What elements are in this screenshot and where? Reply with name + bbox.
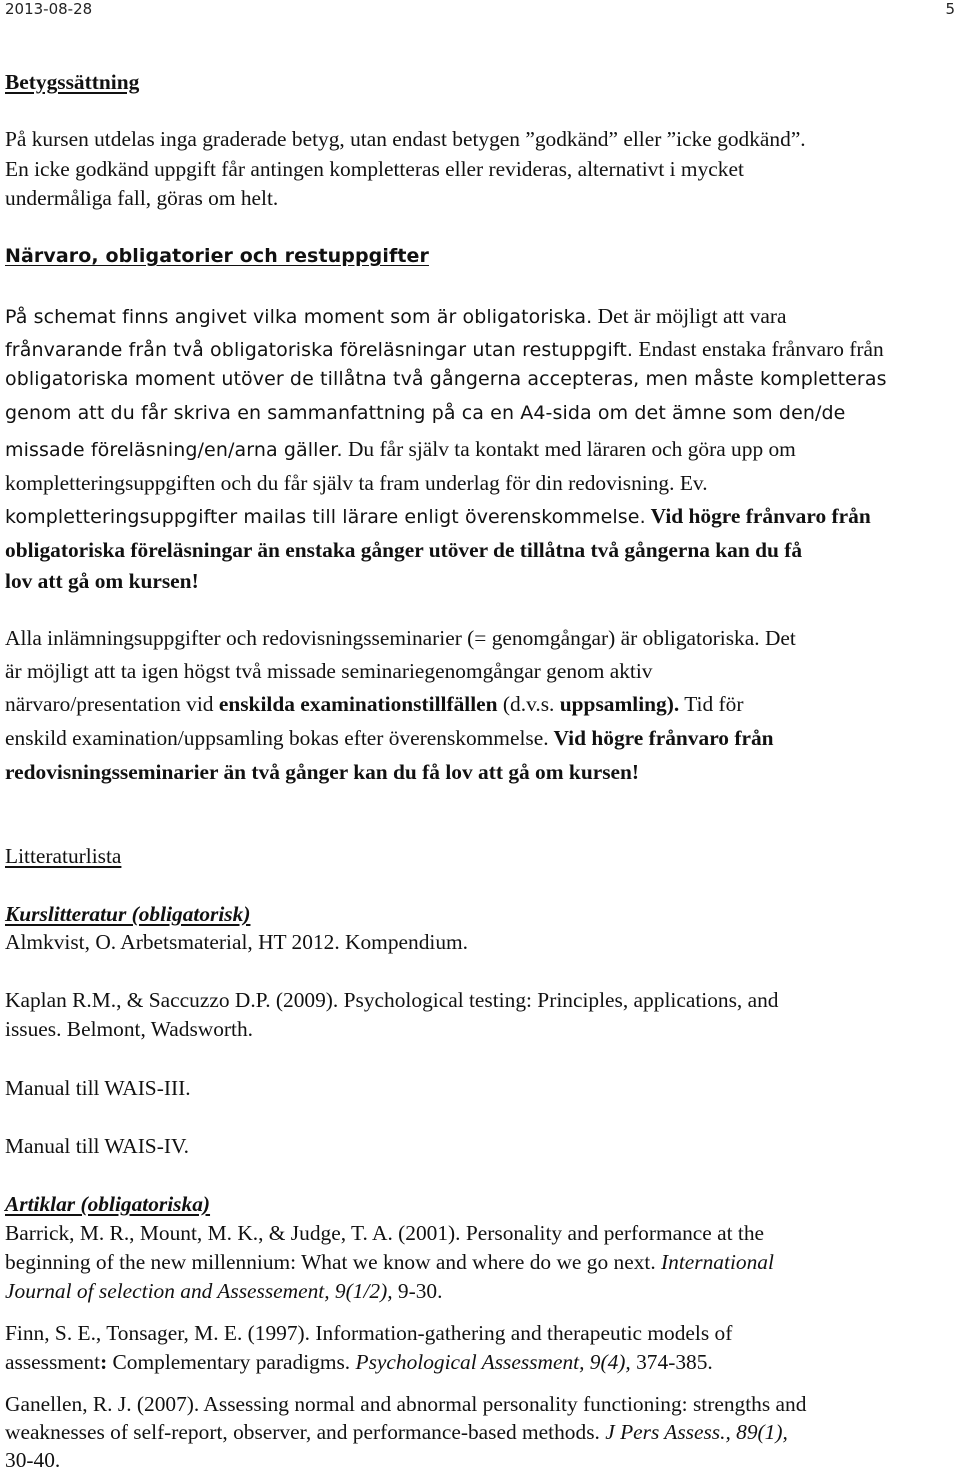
ref-barrick-line-2: beginning of the new millennium: What we know and where do we go next. International	[5, 1250, 774, 1274]
alla-line-3: närvaro/presentation vid enskilda examinationstillfällen (d.v.s. uppsamling). Tid för	[5, 692, 744, 716]
alla-line-5: redovisningsseminarier än två gånger kan du få lov att gå om kursen!	[5, 760, 640, 784]
betyg-heading: Betygssättning	[5, 70, 140, 94]
narvaro-line-4: genom att du får skriva en sammanfattning på ca en A4-sida om det ämne som den/de	[5, 402, 846, 424]
page-header	[5, 0, 955, 22]
ref-barrick-line-1: Barrick, M. R., Mount, M. K., & Judge, T. A. (2001). Personality and performance at the	[5, 1221, 765, 1245]
narvaro-line-5: missade föreläsning/en/arna gäller. Du får själv ta kontakt med läraren och göra upp om	[5, 437, 796, 461]
ref-almkvist: Almkvist, O. Arbetsmaterial, HT 2012. Kompendium.	[5, 930, 469, 954]
ref-ganellen-line-2: weaknesses of self-report, observer, and performance-based methods. J Pers Assess., 89(1),	[5, 1420, 788, 1444]
betyg-line-2: En icke godkänd uppgift får antingen kompletteras eller revideras, alternativt i mycket	[5, 157, 744, 181]
narvaro-heading: Närvaro, obligatorier och restuppgifter	[5, 245, 429, 267]
narvaro-line-2: frånvarande från två obligatoriska föreläsningar utan restuppgift. Endast enstaka frånvaro från	[5, 337, 884, 361]
alla-line-1: Alla inlämningsuppgifter och redovisningsseminarier (= genomgångar) är obligatoriska. Det	[5, 626, 796, 650]
ref-kaplan-line-1: Kaplan R.M., & Saccuzzo D.P. (2009). Psychological testing: Principles, applications, and	[5, 988, 779, 1012]
narvaro-line-9: lov att gå om kursen!	[5, 569, 199, 593]
narvaro-line-1: På schemat finns angivet vilka moment som är obligatoriska. Det är möjligt att vara	[5, 304, 787, 328]
narvaro-line-3: obligatoriska moment utöver de tillåtna två gångerna accepteras, men måste kompletteras	[5, 368, 887, 390]
narvaro-line-6: kompletteringsuppgiften och du får själv ta fram underlag för din redovisning. Ev.	[5, 471, 708, 495]
narvaro-line-7: kompletteringsuppgifter mailas till lärare enligt överenskommelse. Vid högre frånvaro från	[5, 504, 871, 528]
ref-finn-line-1: Finn, S. E., Tonsager, M. E. (1997). Information-gathering and therapeutic models of	[5, 1321, 733, 1345]
ref-barrick-line-3: Journal of selection and Assessement, 9(1/2), 9-30.	[5, 1279, 443, 1303]
alla-line-4: enskild examination/uppsamling bokas efter överenskommelse. Vid högre frånvaro från	[5, 726, 774, 750]
betyg-line-3: undermåliga fall, göras om helt.	[5, 186, 279, 210]
narvaro-line-8: obligatoriska föreläsningar än enstaka gånger utöver de tillåtna två gångerna kan du få	[5, 538, 803, 562]
header-date: 2013-08-28	[5, 0, 93, 18]
ref-finn-line-2: assessment: Complementary paradigms. Psychological Assessment, 9(4), 374-385.	[5, 1350, 713, 1374]
page-number: 5	[945, 0, 955, 18]
ref-wais-iv: Manual till WAIS-IV.	[5, 1134, 189, 1158]
ref-ganellen-line-1: Ganellen, R. J. (2007). Assessing normal and abnormal personality functioning: strengths and	[5, 1392, 807, 1416]
ref-kaplan-line-2: issues. Belmont, Wadsworth.	[5, 1017, 254, 1041]
ref-ganellen-line-3: 30-40.	[5, 1448, 61, 1472]
litteratur-heading: Litteraturlista	[5, 844, 122, 868]
kurslitteratur-heading: Kurslitteratur (obligatorisk)	[5, 902, 251, 926]
alla-line-2: är möjligt att ta igen högst två missade seminariegenomgångar genom aktiv	[5, 659, 653, 683]
betyg-line-1: På kursen utdelas inga graderade betyg, utan endast betygen ”godkänd” eller ”icke godkänd”.	[5, 127, 806, 151]
ref-wais-iii: Manual till WAIS-III.	[5, 1076, 191, 1100]
artiklar-heading: Artiklar (obligatoriska)	[5, 1192, 211, 1216]
